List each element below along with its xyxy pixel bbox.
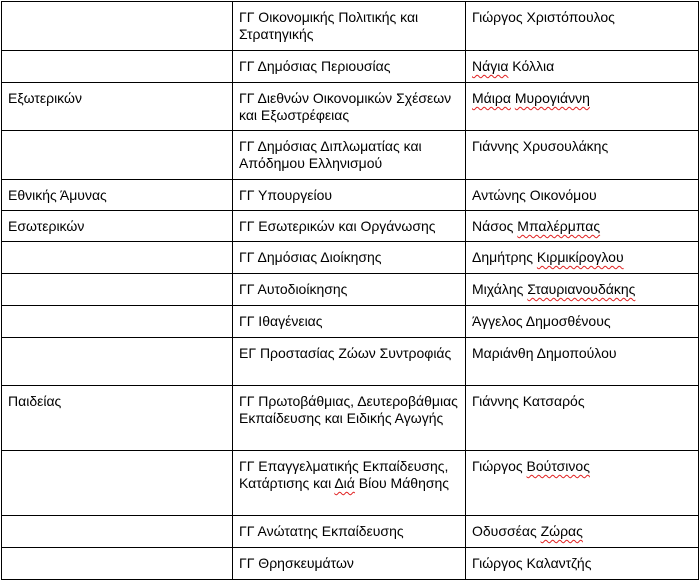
person-cell[interactable] [466,83,699,131]
table-row [2,51,699,83]
person-cell[interactable] [466,51,699,83]
secretariat-cell[interactable] [233,306,466,338]
ministry-cell[interactable] [2,516,233,548]
cell-text: ΓΓ Δημόσιας Διοίκησης [239,249,382,265]
misspelled-word: Διά [334,475,355,491]
person-cell[interactable] [466,180,699,211]
ministry-cell[interactable] [2,2,233,51]
cell-text: Δημήτρης [472,249,537,265]
cell-text: ΓΓ Ανώτατης Εκπαίδευσης [239,523,404,539]
person-cell[interactable] [466,242,699,274]
secretariat-cell[interactable] [233,338,466,386]
person-cell[interactable] [466,306,699,338]
ministry-cell[interactable] [2,274,233,306]
cell-text: ΓΓ Υπουργείου [239,187,333,203]
secretariat-cell[interactable] [233,548,466,580]
misspelled-word: Σταυριανουδάκης [527,281,636,297]
secretariat-cell[interactable] [233,451,466,516]
ministry-cell[interactable] [2,51,233,83]
cell-text: Γιώργος Καλαντζής [472,555,592,571]
table-row [2,211,699,242]
cell-text: Οδυσσέας [472,523,541,539]
table-body [2,2,699,580]
table-row [2,83,699,131]
ministry-cell[interactable] [2,451,233,516]
cell-text: Εξωτερικών [8,90,82,106]
cell-text: Γιώργος Χριστόπουλος [472,9,615,25]
person-cell[interactable] [466,211,699,242]
ministry-cell[interactable] [2,211,233,242]
ministry-cell[interactable] [2,386,233,451]
misspelled-word: Μυρογιάννη [514,90,590,106]
ministry-cell[interactable] [2,306,233,338]
ministry-cell[interactable] [2,83,233,131]
person-cell[interactable] [466,451,699,516]
secretariat-cell[interactable] [233,274,466,306]
ministry-cell[interactable] [2,338,233,386]
cell-text: ΓΓ Εσωτερικών και Οργάνωσης [239,218,436,234]
ministry-cell[interactable] [2,180,233,211]
misspelled-word: Ζώρας [540,523,583,539]
secretaries-table [1,1,699,580]
cell-text: Γιάννης Κατσαρός [472,393,585,409]
secretariat-cell[interactable] [233,131,466,180]
misspelled-word: Κιρμικίρογλου [536,249,624,265]
person-cell[interactable] [466,274,699,306]
table-row [2,451,699,516]
table-row [2,516,699,548]
secretariat-cell[interactable] [233,83,466,131]
cell-text: Μιχάλης [472,281,528,297]
cell-text: Άγγελος Δημοσθένους [472,313,611,329]
ministry-cell[interactable] [2,242,233,274]
cell-text: Παιδείας [8,393,62,409]
misspelled-word: Μάιρα [472,90,511,106]
table-row [2,131,699,180]
cell-text: Μαριάνθη Δημοπούλου [472,345,617,361]
cell-text: Αντώνης Οικονόμου [472,187,597,203]
table-row [2,548,699,580]
cell-text: Εθνικής Άμυνας [8,187,107,203]
cell-text: ΓΓ Διεθνών Οικονομικών Σχέσεων και Εξωστρέφειας [239,90,452,123]
misspelled-word: Νάγια [472,58,509,74]
cell-text: ΓΓ Θρησκευμάτων [239,555,354,571]
cell-text: ΕΓ Προστασίας Ζώων Συντροφιάς [239,345,452,361]
person-cell[interactable] [466,516,699,548]
secretariat-cell[interactable] [233,242,466,274]
cell-text: Κόλλια [508,58,555,74]
table-row [2,2,699,51]
cell-text: ΓΓ Δημόσιας Περιουσίας [239,58,391,74]
table-row [2,242,699,274]
person-cell[interactable] [466,386,699,451]
ministry-cell[interactable] [2,548,233,580]
secretariat-cell[interactable] [233,51,466,83]
ministry-cell[interactable] [2,131,233,180]
secretariat-cell[interactable] [233,180,466,211]
cell-text: ΓΓ Οικονομικής Πολιτικής και Στρατηγικής [239,9,419,42]
cell-text: ΓΓ Αυτοδιοίκησης [239,281,348,297]
table-row [2,386,699,451]
misspelled-word: Βούτσινος [526,458,590,474]
person-cell[interactable] [466,131,699,180]
cell-text: Γιάννης Χρυσουλάκης [472,138,609,154]
cell-text: Νάσος [472,218,518,234]
secretariat-cell[interactable] [233,386,466,451]
cell-text: ΓΓ Ιθαγένειας [239,313,323,329]
cell-text: Βίου Μάθησης [354,475,450,491]
person-cell[interactable] [466,2,699,51]
cell-text: ΓΓ Πρωτοβάθμιας, Δευτεροβάθμιας Εκπαίδευσης και Ειδικής Αγωγής [239,393,458,426]
table-row [2,180,699,211]
cell-text: ΓΓ Επαγγελματικής Εκπαίδευσης, Κατάρτισης και [239,458,449,491]
cell-text: ΓΓ Δημόσιας Διπλωματίας και Απόδημου Ελληνισμού [239,138,422,171]
secretariat-cell[interactable] [233,516,466,548]
table-row [2,306,699,338]
secretariat-cell[interactable] [233,211,466,242]
misspelled-word: Μπαλέρμπας [517,218,601,234]
cell-text: Εσωτερικών [8,218,85,234]
table-row [2,274,699,306]
secretariat-cell[interactable] [233,2,466,51]
cell-text: Γιώργος [472,458,527,474]
person-cell[interactable] [466,338,699,386]
person-cell[interactable] [466,548,699,580]
table-row [2,338,699,386]
